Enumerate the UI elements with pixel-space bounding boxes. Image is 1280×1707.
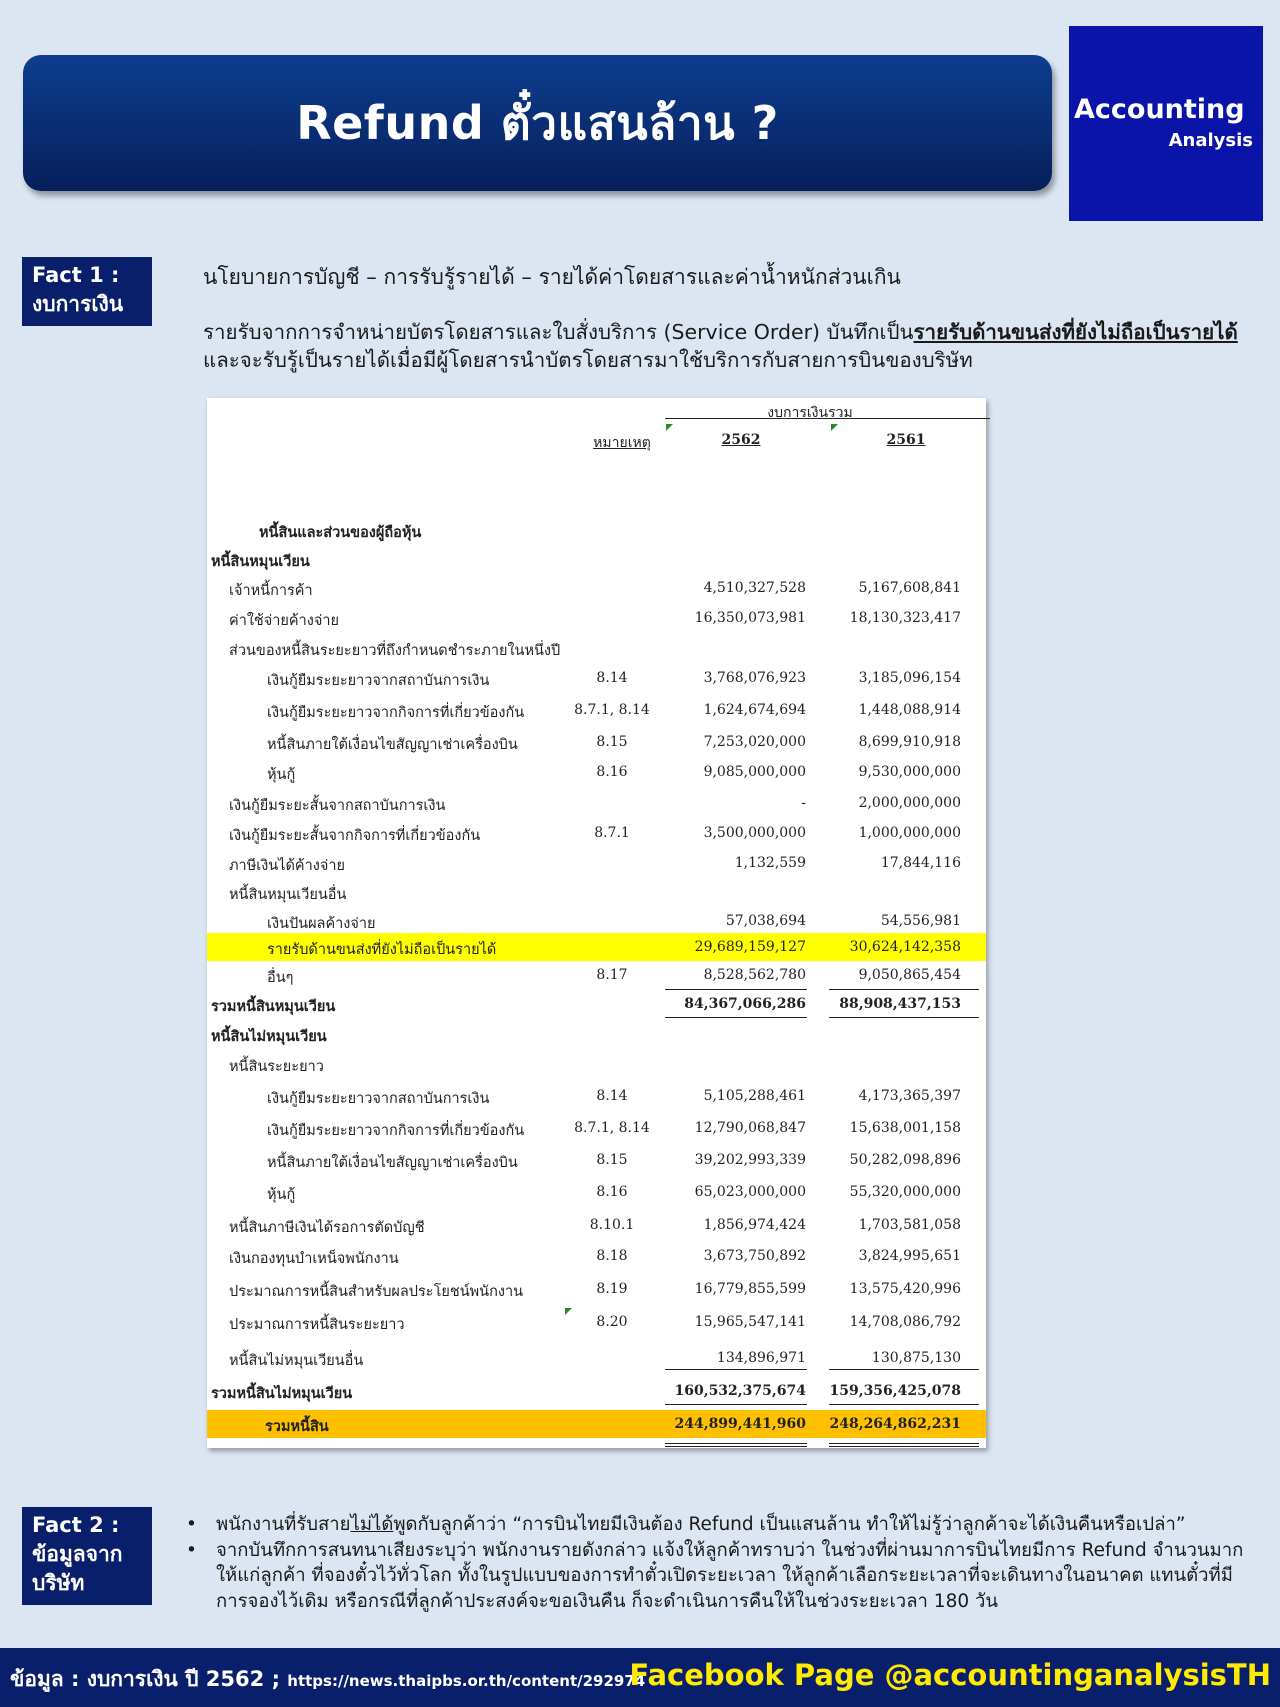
accounting-analysis-logo <box>1069 26 1263 221</box>
page-title: Refund ตั๋วแสนล้าน ? <box>296 95 779 150</box>
row-note: 8.14 <box>596 670 628 686</box>
footer-source-text: ข้อมูล : งบการเงิน ปี 2562 ; <box>10 1667 288 1691</box>
statement-row <box>207 1308 986 1336</box>
row-value-2562: 65,023,000,000 <box>694 1184 806 1200</box>
header-underline <box>665 418 990 419</box>
row-value-2561: 18,130,323,417 <box>849 610 961 626</box>
row-value-2561: 15,638,001,158 <box>849 1120 961 1136</box>
fact1-label-line2: งบการเงิน <box>32 292 124 316</box>
statement-row <box>207 1082 986 1110</box>
row-value-2562: - <box>801 795 806 811</box>
row-label: รวมหนี้สินหมุนเวียน <box>211 998 336 1015</box>
row-value-2561: 2,000,000,000 <box>858 795 961 811</box>
statement-row <box>207 545 986 573</box>
row-value-2562: 1,624,674,694 <box>703 702 806 718</box>
fact1-para-end: และจะรับรู้เป็นรายได้เมื่อมีผู้โดยสารนำบัตรโดยสารมาใช้บริการกับสายการบินของบริษัท <box>203 348 973 372</box>
row-value-2562: 134,896,971 <box>716 1350 806 1366</box>
statement-row <box>207 961 986 989</box>
bullet1-part-a: พนักงานที่รับสาย <box>216 1514 351 1535</box>
footer-source-url: https://news.thaipbs.or.th/content/292974 <box>287 1672 646 1690</box>
row-value-2562: 16,779,855,599 <box>694 1281 806 1297</box>
statement-row <box>207 1020 986 1048</box>
row-label: อื่นๆ <box>267 970 294 986</box>
title-banner <box>23 55 1052 191</box>
statement-row <box>207 1410 986 1438</box>
row-value-2561: 30,624,142,358 <box>849 939 961 955</box>
row-value-2561: 9,050,865,454 <box>858 967 961 983</box>
row-note: 8.14 <box>596 1088 628 1104</box>
statement-row <box>207 574 986 602</box>
subtotal-rule <box>829 1404 979 1405</box>
subtotal-rule <box>665 989 807 990</box>
subtotal-rule <box>665 1446 807 1447</box>
statement-row <box>207 634 986 662</box>
balance-sheet-excerpt <box>207 398 986 1448</box>
row-label: เงินกองทุนบำเหน็จพนักงาน <box>229 1251 399 1267</box>
row-label: หนี้สินไม่หมุนเวียน <box>211 1028 327 1045</box>
fact1-para-start: รายรับจากการจำหน่ายบัตรโดยสารและใบสั่งบริการ (Service Order) บันทึกเป็น <box>203 320 914 344</box>
subtotal-rule <box>829 1443 979 1444</box>
year2-column-header: 2561 <box>886 432 926 448</box>
row-value-2561: 4,173,365,397 <box>858 1088 961 1104</box>
row-label: รวมหนี้สินไม่หมุนเวียน <box>211 1385 353 1402</box>
fact1-heading: นโยบายการบัญชี – การรับรู้รายได้ – รายได้ค่าโดยสารและค่าน้ำหนักส่วนเกิน <box>203 265 901 289</box>
statement-row <box>207 604 986 632</box>
row-value-2561: 1,703,581,058 <box>858 1217 961 1233</box>
statement-row <box>207 1377 986 1405</box>
statement-row <box>207 696 986 724</box>
cell-comment-marker <box>666 424 673 431</box>
statement-row <box>207 1114 986 1142</box>
footer-bar <box>0 1648 1280 1707</box>
row-value-2562: 8,528,562,780 <box>703 967 806 983</box>
statement-row <box>207 990 986 1018</box>
row-label: หุ้นกู้ <box>267 767 296 783</box>
row-value-2561: 50,282,098,896 <box>849 1152 961 1168</box>
row-note: 8.7.1, 8.14 <box>574 702 650 718</box>
footer-source <box>10 1663 645 1696</box>
row-value-2562: 57,038,694 <box>725 913 806 929</box>
statement-row <box>207 1211 986 1239</box>
row-value-2561: 55,320,000,000 <box>849 1184 961 1200</box>
footer-facebook-page: Facebook Page @accountinganalysisTH <box>629 1658 1271 1692</box>
row-label: หนี้สินระยะยาว <box>229 1059 324 1075</box>
year1-column-header: 2562 <box>721 432 761 448</box>
row-value-2562: 39,202,993,339 <box>694 1152 806 1168</box>
fact1-label-line1: Fact 1 : <box>32 263 120 287</box>
row-label: รวมหนี้สิน <box>265 1418 329 1435</box>
row-value-2562: 84,367,066,286 <box>684 996 806 1012</box>
row-label: หนี้สินหมุนเวียน <box>211 553 310 570</box>
row-label: เงินกู้ยืมระยะยาวจากกิจการที่เกี่ยวข้องกัน <box>267 705 525 721</box>
row-label: เงินกู้ยืมระยะสั้นจากกิจการที่เกี่ยวข้องกัน <box>229 828 481 844</box>
row-value-2561: 54,556,981 <box>880 913 961 929</box>
fact2-bullets <box>184 1512 1254 1614</box>
row-label: ค่าใช้จ่ายค้างจ่าย <box>229 613 339 629</box>
row-value-2562: 160,532,375,674 <box>674 1383 806 1399</box>
subtotal-rule <box>665 1443 807 1444</box>
row-note: 8.16 <box>596 764 628 780</box>
row-value-2561: 9,530,000,000 <box>858 764 961 780</box>
row-label: ภาษีเงินได้ค้างจ่าย <box>229 858 345 874</box>
subtotal-rule <box>829 1369 979 1370</box>
row-value-2562: 1,856,974,424 <box>703 1217 806 1233</box>
row-label: หุ้นกู้ <box>267 1187 296 1203</box>
row-value-2561: 1,000,000,000 <box>858 825 961 841</box>
row-label: ประมาณการหนี้สินสำหรับผลประโยชน์พนักงาน <box>229 1284 524 1300</box>
row-value-2562: 15,965,547,141 <box>694 1314 806 1330</box>
row-note: 8.15 <box>596 1152 628 1168</box>
subtotal-rule <box>829 989 979 990</box>
row-label: หนี้สินไม่หมุนเวียนอื่น <box>229 1353 364 1369</box>
statement-row <box>207 516 986 544</box>
statement-row <box>207 878 986 906</box>
statement-row <box>207 933 986 961</box>
row-label: รายรับด้านขนส่งที่ยังไม่ถือเป็นรายได้ <box>267 942 497 958</box>
row-value-2561: 3,185,096,154 <box>858 670 961 686</box>
row-value-2562: 29,689,159,127 <box>694 939 806 955</box>
row-label: เงินปันผลค้างจ่าย <box>267 916 376 932</box>
fact2-label <box>22 1507 152 1605</box>
row-value-2562: 5,105,288,461 <box>703 1088 806 1104</box>
row-note: 8.19 <box>596 1281 628 1297</box>
statement-row <box>207 789 986 817</box>
row-label: ประมาณการหนี้สินระยะยาว <box>229 1317 405 1333</box>
row-label: หนี้สินภายใต้เงื่อนไขสัญญาเช่าเครื่องบิน <box>267 1155 518 1171</box>
fact1-para-highlight: รายรับด้านขนส่งที่ยังไม่ถือเป็นรายได้ <box>913 320 1238 344</box>
fact2-label-line1: Fact 2 : <box>32 1513 120 1537</box>
row-label: เงินกู้ยืมระยะยาวจากสถาบันการเงิน <box>267 1091 490 1107</box>
row-value-2561: 248,264,862,231 <box>829 1416 961 1432</box>
row-value-2562: 1,132,559 <box>734 855 806 871</box>
statement-row <box>207 758 986 786</box>
statement-group-header: งบการเงินรวม <box>767 405 853 421</box>
logo-line2: Analysis <box>1168 130 1253 151</box>
row-label: ส่วนของหนี้สินระยะยาวที่ถึงกำหนดชำระภายในหนึ่งปี <box>229 643 561 659</box>
statement-row <box>207 1050 986 1078</box>
row-label: เงินกู้ยืมระยะสั้นจากสถาบันการเงิน <box>229 798 446 814</box>
note-column-header: หมายเหตุ <box>593 435 651 451</box>
row-label: หนี้สินภายใต้เงื่อนไขสัญญาเช่าเครื่องบิน <box>267 737 518 753</box>
row-note: 8.15 <box>596 734 628 750</box>
subtotal-rule <box>829 1446 979 1447</box>
bullet1-part-b: พูดกับลูกค้าว่า “การบินไทยมีเงินต้อง Refund เป็นแสนล้าน ทำให้ไม่รู้ว่าลูกค้าจะได้เงินคืนหรือเปล่า” <box>393 1514 1186 1535</box>
fact2-bullet-1 <box>184 1512 1254 1538</box>
subtotal-rule <box>665 1404 807 1405</box>
fact2-label-line3: บริษัท <box>32 1571 85 1595</box>
row-value-2562: 3,768,076,923 <box>703 670 806 686</box>
row-note: 8.20 <box>596 1314 628 1330</box>
row-value-2561: 5,167,608,841 <box>858 580 961 596</box>
row-value-2561: 17,844,116 <box>880 855 961 871</box>
subtotal-rule <box>829 1017 979 1018</box>
row-value-2561: 130,875,130 <box>871 1350 961 1366</box>
row-value-2562: 7,253,020,000 <box>703 734 806 750</box>
row-note: 8.18 <box>596 1248 628 1264</box>
cell-comment-marker <box>831 424 838 431</box>
statement-row <box>207 664 986 692</box>
row-value-2562: 12,790,068,847 <box>694 1120 806 1136</box>
row-note: 8.7.1, 8.14 <box>574 1120 650 1136</box>
row-label: หนี้สินภาษีเงินได้รอการตัดบัญชี <box>229 1220 425 1236</box>
row-value-2561: 14,708,086,792 <box>849 1314 961 1330</box>
row-label: เจ้าหนี้การค้า <box>229 583 313 599</box>
row-value-2562: 4,510,327,528 <box>703 580 806 596</box>
row-value-2562: 16,350,073,981 <box>694 610 806 626</box>
statement-row <box>207 1275 986 1303</box>
row-note: 8.16 <box>596 1184 628 1200</box>
row-value-2561: 88,908,437,153 <box>839 996 961 1012</box>
row-value-2561: 1,448,088,914 <box>858 702 961 718</box>
statement-row <box>207 1178 986 1206</box>
fact2-label-line2: ข้อมูลจาก <box>32 1542 123 1566</box>
fact2-bullet-2: • จากบันทึกการสนทนาเสียงระบุว่า พนักงานรายดังกล่าว แจ้งให้ลูกค้าทราบว่า ในช่วงที่ผ่านมาการบินไทยมีการ Refund จำนวนมากให้แก่ลูกค้า ที่จองตั๋วไว้ทั่วโลก ทั้งในรูปแบบของการทำตั๋วเปิดระยะเวลา ให้ลูกค้าเลือกระยะเวลาที่จะเดินทางในอนาคต แทนตั๋วที่มีการจองไว้เดิม หรือกรณีที่ลูกค้าประสงค์จะขอเงินคืน ก็จะดำเนินการคืนให้ในช่วงระยะเวลา 180 วัน <box>184 1538 1254 1615</box>
row-label: หนี้สินและส่วนของผู้ถือหุ้น <box>259 524 422 541</box>
subtotal-rule <box>665 1017 807 1018</box>
row-value-2562: 3,500,000,000 <box>703 825 806 841</box>
row-note: 8.7.1 <box>594 825 630 841</box>
row-note: 8.10.1 <box>589 1217 635 1233</box>
row-value-2562: 9,085,000,000 <box>703 764 806 780</box>
subtotal-rule <box>665 1369 807 1370</box>
bullet1-underlined: ไม่ได้ <box>350 1514 394 1535</box>
fact1-paragraph <box>203 318 1238 374</box>
statement-row <box>207 907 986 935</box>
statement-row <box>207 849 986 877</box>
fact1-label <box>22 257 152 326</box>
statement-row <box>207 819 986 847</box>
statement-row <box>207 1344 986 1372</box>
statement-row <box>207 1242 986 1270</box>
row-label: เงินกู้ยืมระยะยาวจากสถาบันการเงิน <box>267 673 490 689</box>
row-value-2561: 3,824,995,651 <box>858 1248 961 1264</box>
row-value-2562: 3,673,750,892 <box>703 1248 806 1264</box>
logo-line1: Accounting <box>1074 94 1245 125</box>
row-value-2561: 8,699,910,918 <box>858 734 961 750</box>
row-value-2561: 159,356,425,078 <box>829 1383 961 1399</box>
row-value-2561: 13,575,420,996 <box>849 1281 961 1297</box>
row-value-2562: 244,899,441,960 <box>674 1416 806 1432</box>
row-label: หนี้สินหมุนเวียนอื่น <box>229 887 347 903</box>
row-note: 8.17 <box>596 967 628 983</box>
statement-row <box>207 728 986 756</box>
row-label: เงินกู้ยืมระยะยาวจากกิจการที่เกี่ยวข้องกัน <box>267 1123 525 1139</box>
statement-row <box>207 1146 986 1174</box>
